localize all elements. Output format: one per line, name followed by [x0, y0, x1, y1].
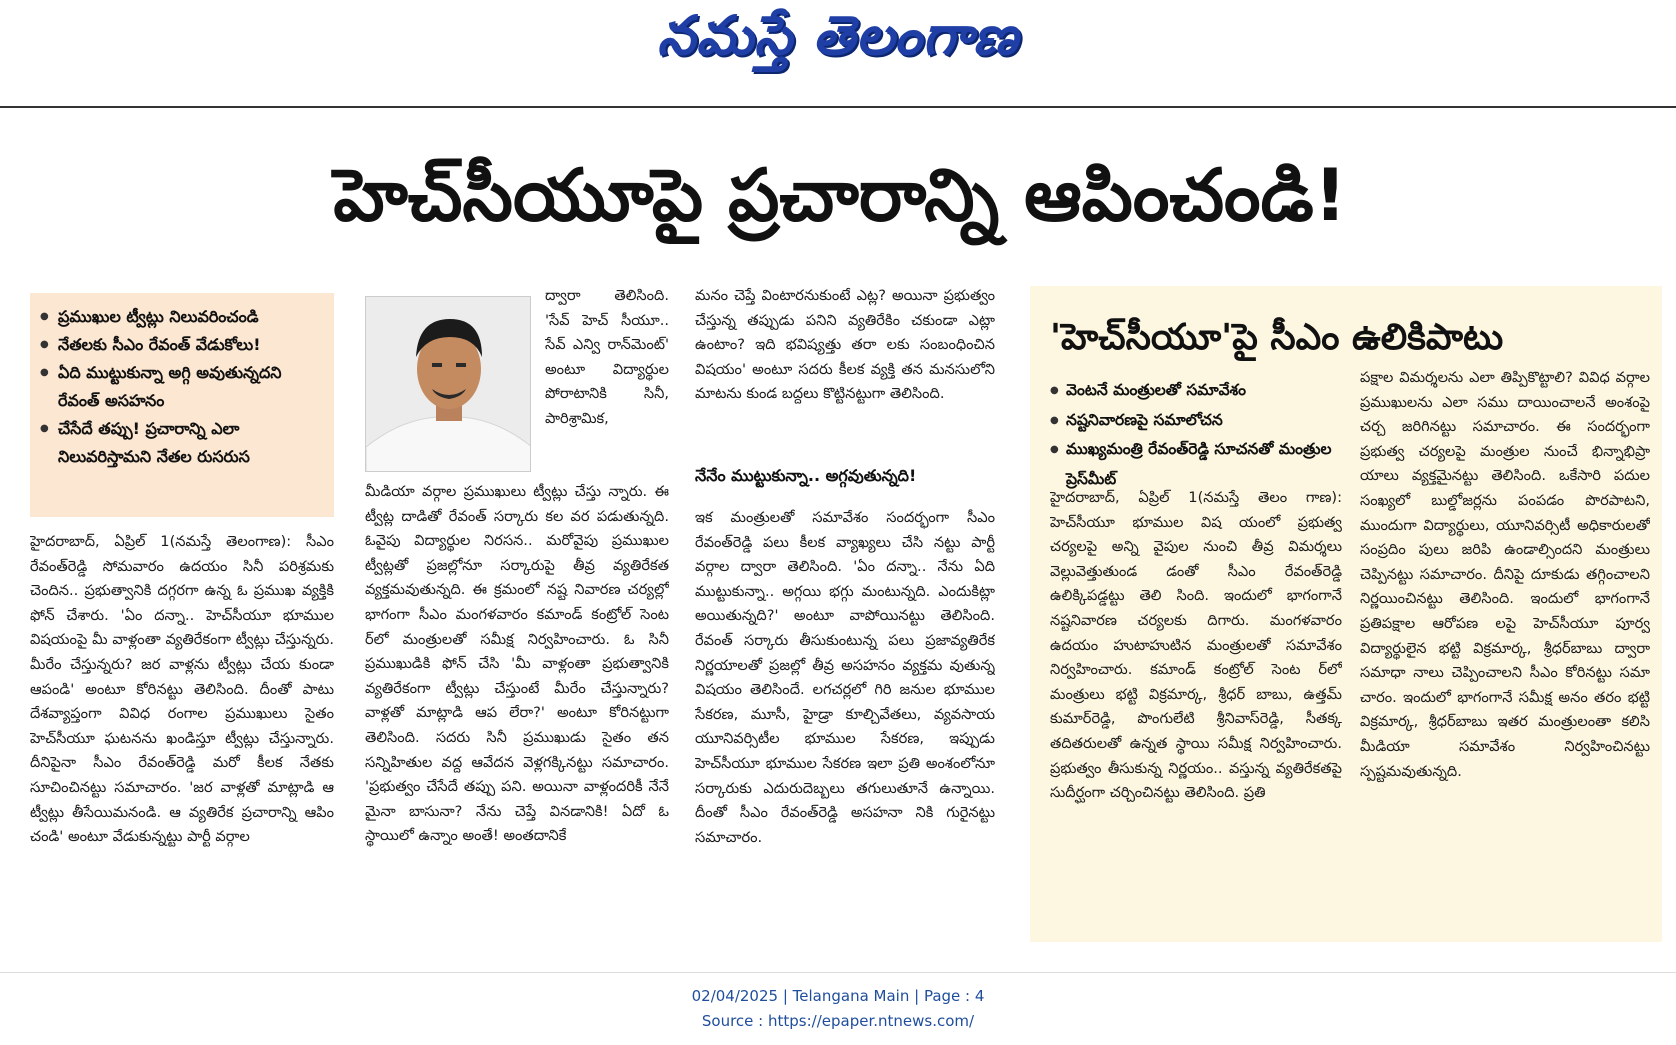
main-headline: హెచ్‌సీయూపై ప్రచారాన్ని ఆపించండి!	[333, 153, 1347, 237]
sidebar-point: ● ముఖ్యమంత్రి రేవంత్‌రెడ్డి సూచనతో మంత్రుల ప్రెస్‌మీట్	[1050, 435, 1350, 494]
sidebar-column-2: పక్షాల విమర్శలను ఎలా తిప్పికొట్టాలి? వివిధ వర్గాల ప్రముఖులను ఎలా సము దాయించాలనే అంశంపై చర్చ జరిగినట్టు సమాచారం. ఈ సందర్భంగా ప్రభుత్వ చర్యలపై మంత్రుల నుంచే భిన్నాభిప్రా యాలు వ్యక్తమైనట్టు తెలిసింది. ఒకేసారి పదుల సంఖ్యలో బుల్డోజర్లను పంపడం పొరపాటని, ముందుగా విద్యార్థులు, యూనివర్సిటీ అధికారులతో సంప్రదిం పులు జరిపి ఉండాల్సిందని మంత్రులు చెప్పినట్టు సమాచారం. దీనిపై దూకుడు తగ్గించాలని నిర్ణయించినట్టు తెలిసింది. ఇందులో భాగంగానే ప్రతిపక్షాల ఆరోపణ లపై హెచ్‌సీయూ పూర్వ విద్యార్థులైన భట్టి విక్రమార్క, శ్రీధర్‌బాబు ద్వారా సమాధా నాలు చెప్పించాలని సీఎం కోరినట్టు సమా చారం. ఇందులో భాగంగానే సమీక్ష అనం తరం భట్టి విక్రమార్క, శ్రీధర్‌బాబు ఇతర మంత్రులంతా కలిసి మీడియా సమావేశం నిర్వహించినట్టు స్పష్టమవుతున్నది.	[1360, 369, 1650, 780]
key-point: ● ప్రముఖుల ట్వీట్లు నిలువరించండి	[40, 303, 324, 331]
key-point: ● నేతలకు సీఎం రేవంత్ వేడుకోలు!	[40, 331, 324, 359]
sidebar-point: ● నష్టనివారణపై సమాలోచన	[1050, 406, 1350, 436]
sidebar-headline: 'హెచ్‌సీయూ'పై సీఎం ఉలికిపాటు	[1050, 317, 1504, 358]
cm-photo	[365, 296, 531, 472]
article-column-3-top: మనం చెప్తే వింటారనుకుంటే ఎట్ల? అయినా ప్రభుత్వం చేస్తున్న తప్పుడు పనిని వ్యతిరేకిం చకుండా ఎట్లా ఉంటాం? ఇది భవిష్యత్తు తరా లకు సంబంధించిన విషయం' అంటూ సదరు కీలక వ్యక్తి తన మనసులోని మాటను కుండ బద్దలు కొట్టినట్టుగా తెలిసింది.	[695, 287, 995, 403]
article-column-2-top: ద్వారా తెలిసింది. 'సేవ్ హెచ్ సీయూ.. సేవ్ ఎన్వి రాన్‌మెంట్' అంటూ విద్యార్థుల పోరాటానికి సినీ, పారిశ్రామిక,	[545, 287, 669, 427]
masthead	[0, 0, 1676, 108]
article-column-1: హైదరాబాద్, ఏప్రిల్ 1(నమస్తే తెలంగాణ): సీఎం రేవంత్‌రెడ్డి సోమవారం ఉదయం సినీ పరిశ్రమకు చెందిన.. ప్రభుత్వానికి దగ్గరగా ఉన్న ఓ ప్రముఖ వ్యక్తికి ఫోన్ చేశారు. 'ఏం దన్నా.. హెచ్‌సీయూ భూముల విషయంపై మీ వాళ్లంతా వ్యతిరేకంగా ట్వీట్లు చేస్తున్నరు. మీరేం చేస్తున్నరు? జర వాళ్లను ట్వీట్లు చేయ కుండా ఆపండి' అంటూ కోరినట్టు తెలిసింది. దీంతో పాటు దేశవ్యాప్తంగా వివిధ రంగాల ప్రముఖులు సైతం హెచ్‌సీయూ ఘటనను ఖండిస్తూ ట్వీట్లు చేస్తున్నారు. దీనిపైనా సీఎం రేవంత్‌రెడ్డి మరో కీలక నేతకు సూచించినట్టు సమాచారం. 'జర వాళ్లతో మాట్లాడి ఆ ట్వీట్లు తీసేయిమనండి. ఆ వ్యతిరేక ప్రచారాన్ని ఆపిం చండి' అంటూ వేడుకున్నట్టు పార్టీ వర్గాల	[30, 533, 334, 846]
key-points-list	[40, 303, 324, 471]
key-points-box	[30, 293, 334, 517]
portrait-image	[366, 297, 531, 472]
masthead-divider	[0, 106, 1676, 108]
sidebar-point: ● వెంటనే మంత్రులతో సమావేశం	[1050, 376, 1350, 406]
source-link[interactable]: Source : https://epaper.ntnews.com/	[701, 1012, 975, 1030]
article-column-3: ఇక మంత్రులతో సమావేశం సందర్భంగా సీఎం రేవంత్‌రెడ్డి పలు కీలక వ్యాఖ్యలు చేసి నట్టు పార్టీ వర్గాల ద్వారా తెలిసింది. 'ఏం దన్నా.. నేను ఏది ముట్టుకున్నా.. అగ్గయి భగ్గు మంటున్నది. ఎందుకిట్లా అయితున్నది?' అంటూ వాపోయినట్టు తెలిసింది. రేవంత్ సర్కారు తీసుకుంటున్న పలు ప్రజావ్యతిరేక నిర్ణయాలతో ప్రజల్లో తీవ్ర అసహనం వ్యక్తమ వుతున్న విషయం తెలిసిందే. లగచర్లలో గిరి జనుల భూముల సేకరణ, మూసీ, హైడ్రా కూల్చివేతలు, వ్యవసాయ యూనివర్సిటీల భూముల సేకరణ, ఇప్పుడు హెచ్‌సీయూ భూముల సేకరణ ఇలా ప్రతి అంశంలోనూ సర్కారుకు ఎదురుదెబ్బలు తగులుతూనే ఉన్నాయి. దీంతో సీఎం రేవంత్‌రెడ్డి అసహనా నికి గురైనట్టు సమాచారం.	[695, 509, 995, 846]
article-column-2: మీడియా వర్గాల ప్రముఖులు ట్వీట్లు చేస్తు న్నారు. ఈ ట్వీట్ల దాడితో రేవంత్ సర్కారు కల వర పడుతున్నది. ఓవైపు విద్యార్థుల నిరసన.. మరోవైపు ప్రముఖుల ట్వీట్లతో ప్రజల్లోనూ సర్కారుపై తీవ్ర వ్యతిరేకత వ్యక్తమవుతున్నది. ఈ క్రమంలో నష్ట నివారణ చర్యల్లో భాగంగా సీఎం మంగళవారం కమాండ్ కంట్రోల్ సెంట ర్‌లో మంత్రులతో సమీక్ష నిర్వహించారు. ఓ సినీ ప్రముఖుడికి ఫోన్ చేసి 'మీ వాళ్లంతా ప్రభుత్వానికి వ్యతిరేకంగా ట్వీట్లు చేస్తుంటే మీరేం చేస్తున్నారు? వాళ్లతో మాట్లాడి ఆప లేరా?' అంటూ కోరినట్టుగా తెలిసింది. సదరు సినీ ప్రముఖుడు సైతం తన సన్నిహితుల వద్ద ఆవేదన వెళ్లగక్కినట్టు సమాచారం. 'ప్రభుత్వం చేసేదే తప్పు పని. అయినా వాళ్లందరికీ నేనే మైనా బాసునా? నేను చెప్తే వినడానికి! ఏదో ఓ స్థాయిలో ఉన్నాం అంతే! అంతదానికే	[365, 483, 669, 845]
footer-divider	[0, 972, 1676, 973]
article-subheading: నేనేం ముట్టుకున్నా.. అగ్గవుతున్నది!	[695, 466, 917, 485]
sidebar-story	[1030, 286, 1662, 942]
sidebar-points	[1050, 376, 1350, 494]
newspaper-logo: నమస్తే తెలంగాణ	[657, 4, 1019, 67]
key-point: ● చేసేదే తప్పు! ప్రచారాన్ని ఎలా నిలువరిస్తామని నేతల రుసరుస	[40, 415, 324, 471]
sidebar-column-1: హైదరాబాద్, ఏప్రిల్ 1(నమస్తే తెలం గాణ): హెచ్‌సీయూ భూముల విష యంలో ప్రభుత్వ చర్యలపై అన్ని వైపుల నుంచి తీవ్ర విమర్శలు వెల్లువెత్తుతుండ డంతో సీఎం రేవంత్‌రెడ్డి ఉలిక్కిపడ్డట్టు తెలి సింది. ఇందులో భాగంగానే నష్టనివారణ చర్యలకు దిగారు. మంగళవారం ఉదయం హుటాహుటిన మంత్రులతో సమావేశం నిర్వహించారు. కమాండ్ కంట్రోల్ సెంట ర్‌లో మంత్రులు భట్టి విక్రమార్క, శ్రీధర్ బాబు, ఉత్తమ్ కుమార్‌రెడ్డి, పొంగులేటి శ్రీనివాస్‌రెడ్డి, సీతక్క తదితరులతో ఉన్నత స్థాయి సమీక్ష నిర్వహించారు. ప్రభుత్వం తీసుకున్న నిర్ణయం.. వస్తున్న వ్యతిరేకతపై సుదీర్ఘంగా చర్చించినట్టు తెలిసింది. ప్రతి	[1050, 489, 1342, 802]
key-point: ● ఏది ముట్టుకున్నా అగ్గి అవుతున్నదని రేవంత్ అసహనం	[40, 359, 324, 415]
edition-info: 02/04/2025 | Telangana Main | Page : 4	[691, 987, 985, 1005]
